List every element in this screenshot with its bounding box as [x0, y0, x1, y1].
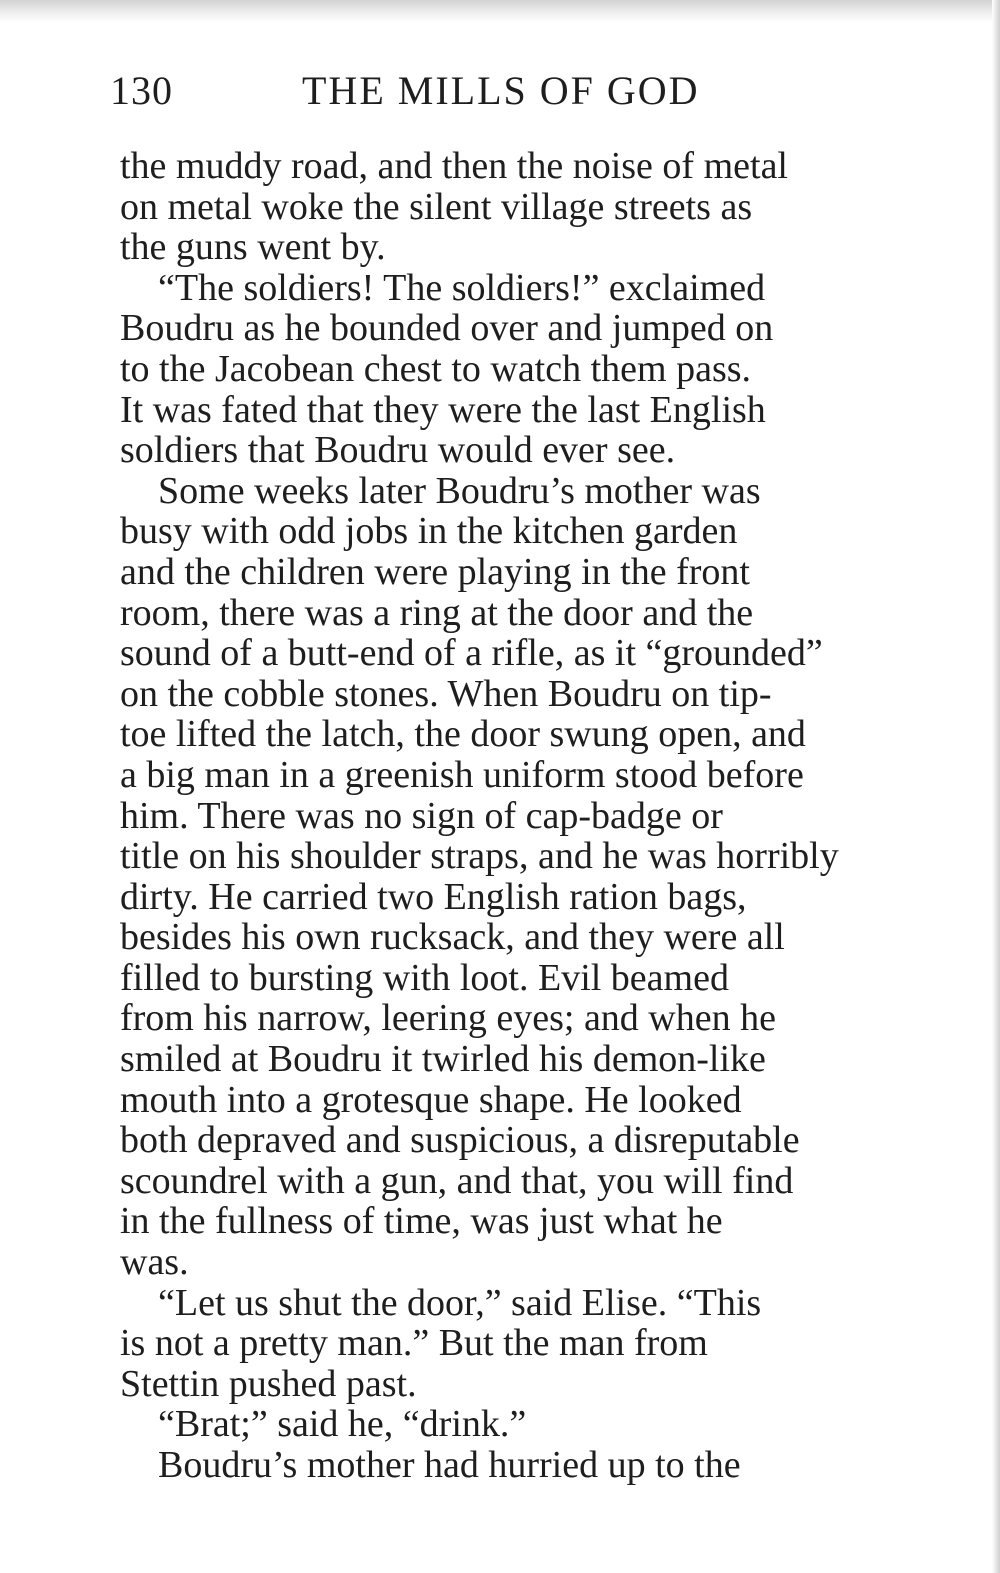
text-line: smiled at Boudru it twirled his demon-like: [120, 1039, 766, 1080]
text-line: the muddy road, and then the noise of metal: [120, 146, 788, 187]
paragraph: [120, 1283, 926, 1405]
text-line: “Let us shut the door,” said Elise. “This: [158, 1282, 762, 1324]
paragraph: [120, 146, 926, 268]
paragraph: [120, 1404, 926, 1445]
paragraph: [120, 471, 926, 1283]
text-line: him. There was no sign of cap-badge or: [120, 795, 723, 837]
text-line: both depraved and suspicious, a disreputable: [120, 1120, 800, 1161]
page-top-edge-shadow: [0, 0, 1000, 22]
page-right-edge-shadow: [992, 0, 1000, 1573]
text-line: Boudru’s mother had hurried up to the: [158, 1445, 741, 1486]
text-line: from his narrow, leering eyes; and when he: [120, 998, 776, 1040]
text-line: is not a pretty man.” But the man from: [120, 1323, 708, 1364]
text-line: title on his shoulder straps, and he was horribly: [120, 836, 839, 877]
text-line: in the fullness of time, was just what he: [120, 1201, 723, 1243]
text-line: “The soldiers! The soldiers!” exclaimed: [158, 267, 766, 309]
text-line: busy with odd jobs in the kitchen garden: [120, 511, 738, 552]
text-line: besides his own rucksack, and they were all: [120, 917, 785, 958]
text-line: Boudru as he bounded over and jumped on: [120, 308, 774, 349]
page-number: 130: [110, 68, 173, 113]
text-line: Stettin pushed past.: [120, 1363, 417, 1405]
text-line: sound of a butt-end of a rifle, as it “grounded”: [120, 633, 823, 674]
page-header: [110, 66, 930, 116]
text-line: to the Jacobean chest to watch them pass.: [120, 348, 752, 390]
text-line: soldiers that Boudru would ever see.: [120, 430, 676, 471]
text-line: on metal woke the silent village streets as: [120, 186, 753, 228]
body-text: [120, 146, 926, 1486]
text-line: Some weeks later Boudru’s mother was: [158, 470, 761, 512]
text-line: “Brat;” said he, “drink.”: [158, 1404, 527, 1445]
text-line: a big man in a greenish uniform stood before: [120, 754, 804, 796]
text-line: room, there was a ring at the door and the: [120, 592, 754, 634]
text-line: dirty. He carried two English ration bags,: [120, 876, 747, 918]
text-line: toe lifted the latch, the door swung open, and: [120, 714, 806, 755]
text-line: mouth into a grotesque shape. He looked: [120, 1079, 742, 1121]
text-line: on the cobble stones. When Boudru on tip-: [120, 673, 772, 715]
text-line: filled to bursting with loot. Evil beamed: [120, 957, 729, 999]
text-line: It was fated that they were the last English: [120, 389, 766, 431]
running-title: THE MILLS OF GOD: [302, 68, 700, 113]
text-line: the guns went by.: [120, 227, 386, 268]
text-line: was.: [120, 1242, 189, 1283]
text-line: scoundrel with a gun, and that, you will find: [120, 1160, 794, 1202]
paragraph: [120, 1445, 926, 1486]
text-line: and the children were playing in the front: [120, 551, 750, 593]
paragraph: [120, 268, 926, 471]
